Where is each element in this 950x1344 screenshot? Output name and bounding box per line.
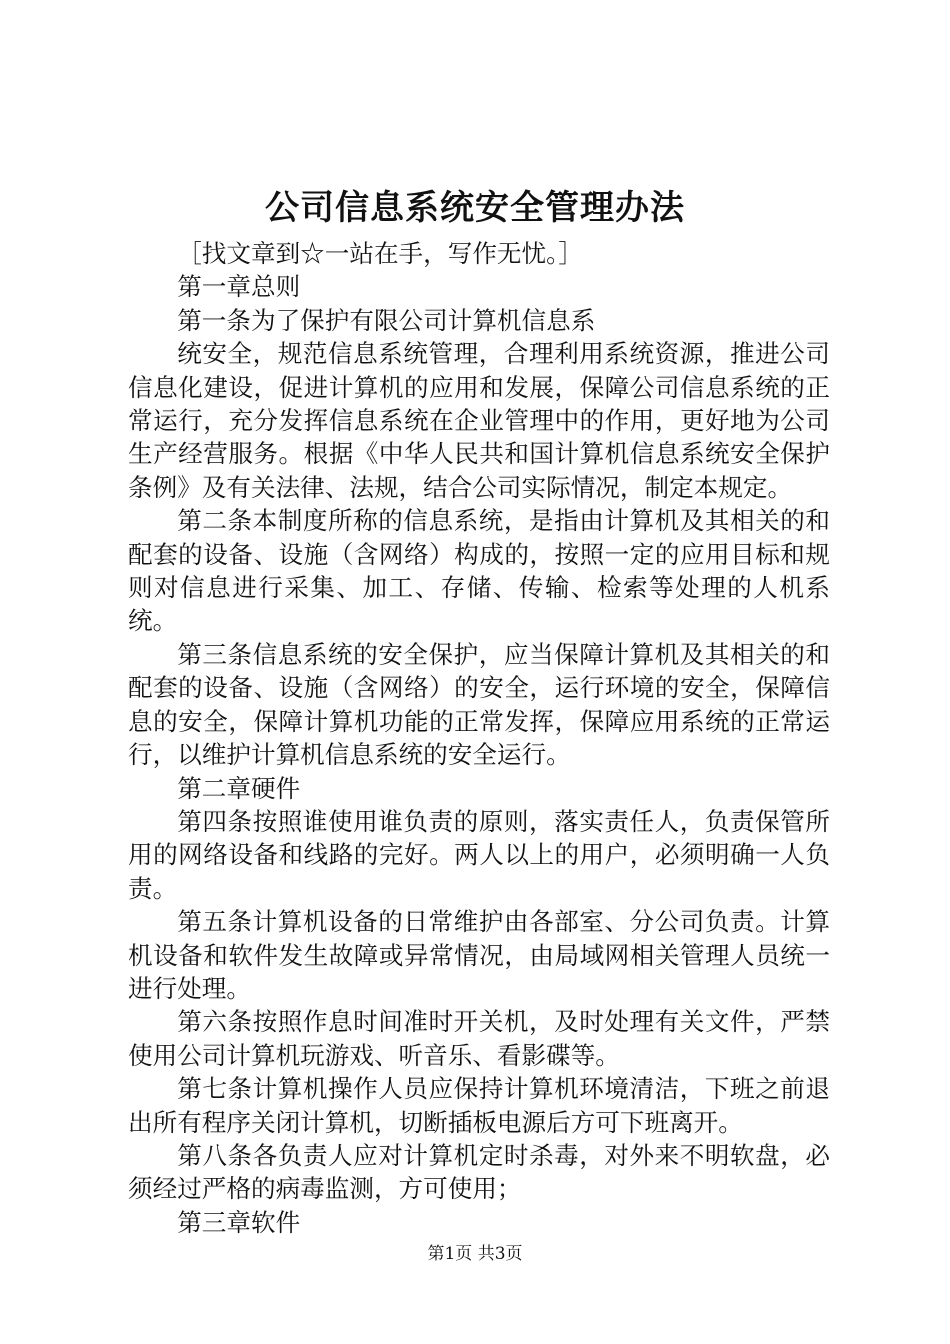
article-4: 第四条按照谁使用谁负责的原则，落实责任人，负责保管所用的网络设备和线路的完好。两人以上的用户，必须明确一人负责。 [128, 806, 830, 903]
document-title: 公司信息系统安全管理办法 [265, 188, 685, 228]
article-1-lead: 第一条为了保护有限公司计算机信息系 [177, 305, 596, 335]
article-3: 第三条信息系统的安全保护，应当保障计算机及其相关的和配套的设备、设施（含网络）的安全，运行环境的安全，保障信息的安全，保障计算机功能的正常发挥，保障应用系统的正常运行，以维护计算机信息系统的安全运行。 [128, 639, 830, 770]
article-7: 第七条计算机操作人员应保持计算机环境清洁，下班之前退出所有程序关闭计算机，切断插板电源后方可下班离开。 [128, 1074, 830, 1137]
chapter-heading-3: 第三章软件 [177, 1207, 301, 1237]
article-1-body: 统安全，规范信息系统管理，合理利用系统资源，推进公司信息化建设，促进计算机的应用和发展，保障公司信息系统的正常运行，充分发挥信息系统在企业管理中的作用，更好地为公司生产经营服务。根据《中华人民共和国计算机信息系统安全保护条例》及有关法律、法规，结合公司实际情况，制定本规定。 [128, 339, 830, 502]
chapter-heading-2: 第二章硬件 [177, 773, 301, 803]
article-6: 第六条按照作息时间准时开关机，及时处理有关文件，严禁使用公司计算机玩游戏、听音乐、看影碟等。 [128, 1007, 830, 1070]
article-2: 第二条本制度所称的信息系统，是指由计算机及其相关的和配套的设备、设施（含网络）构成的，按照一定的应用目标和规则对信息进行采集、加工、存储、传输、检索等处理的人机系统。 [128, 506, 830, 636]
article-5: 第五条计算机设备的日常维护由各部室、分公司负责。计算机设备和软件发生故障或异常情况，由局域网相关管理人员统一进行处理。 [128, 907, 830, 1003]
paragraph-promo: ［找文章到☆一站在手，写作无忧。］ [177, 239, 583, 268]
page-number-footer: 第1页 共3页 [427, 1244, 523, 1264]
document-body [128, 237, 830, 1239]
article-8: 第八条各负责人应对计算机定时杀毒，对外来不明软盘，必须经过严格的病毒监测，方可使用； [128, 1140, 830, 1204]
chapter-heading-1: 第一章总则 [177, 272, 301, 302]
